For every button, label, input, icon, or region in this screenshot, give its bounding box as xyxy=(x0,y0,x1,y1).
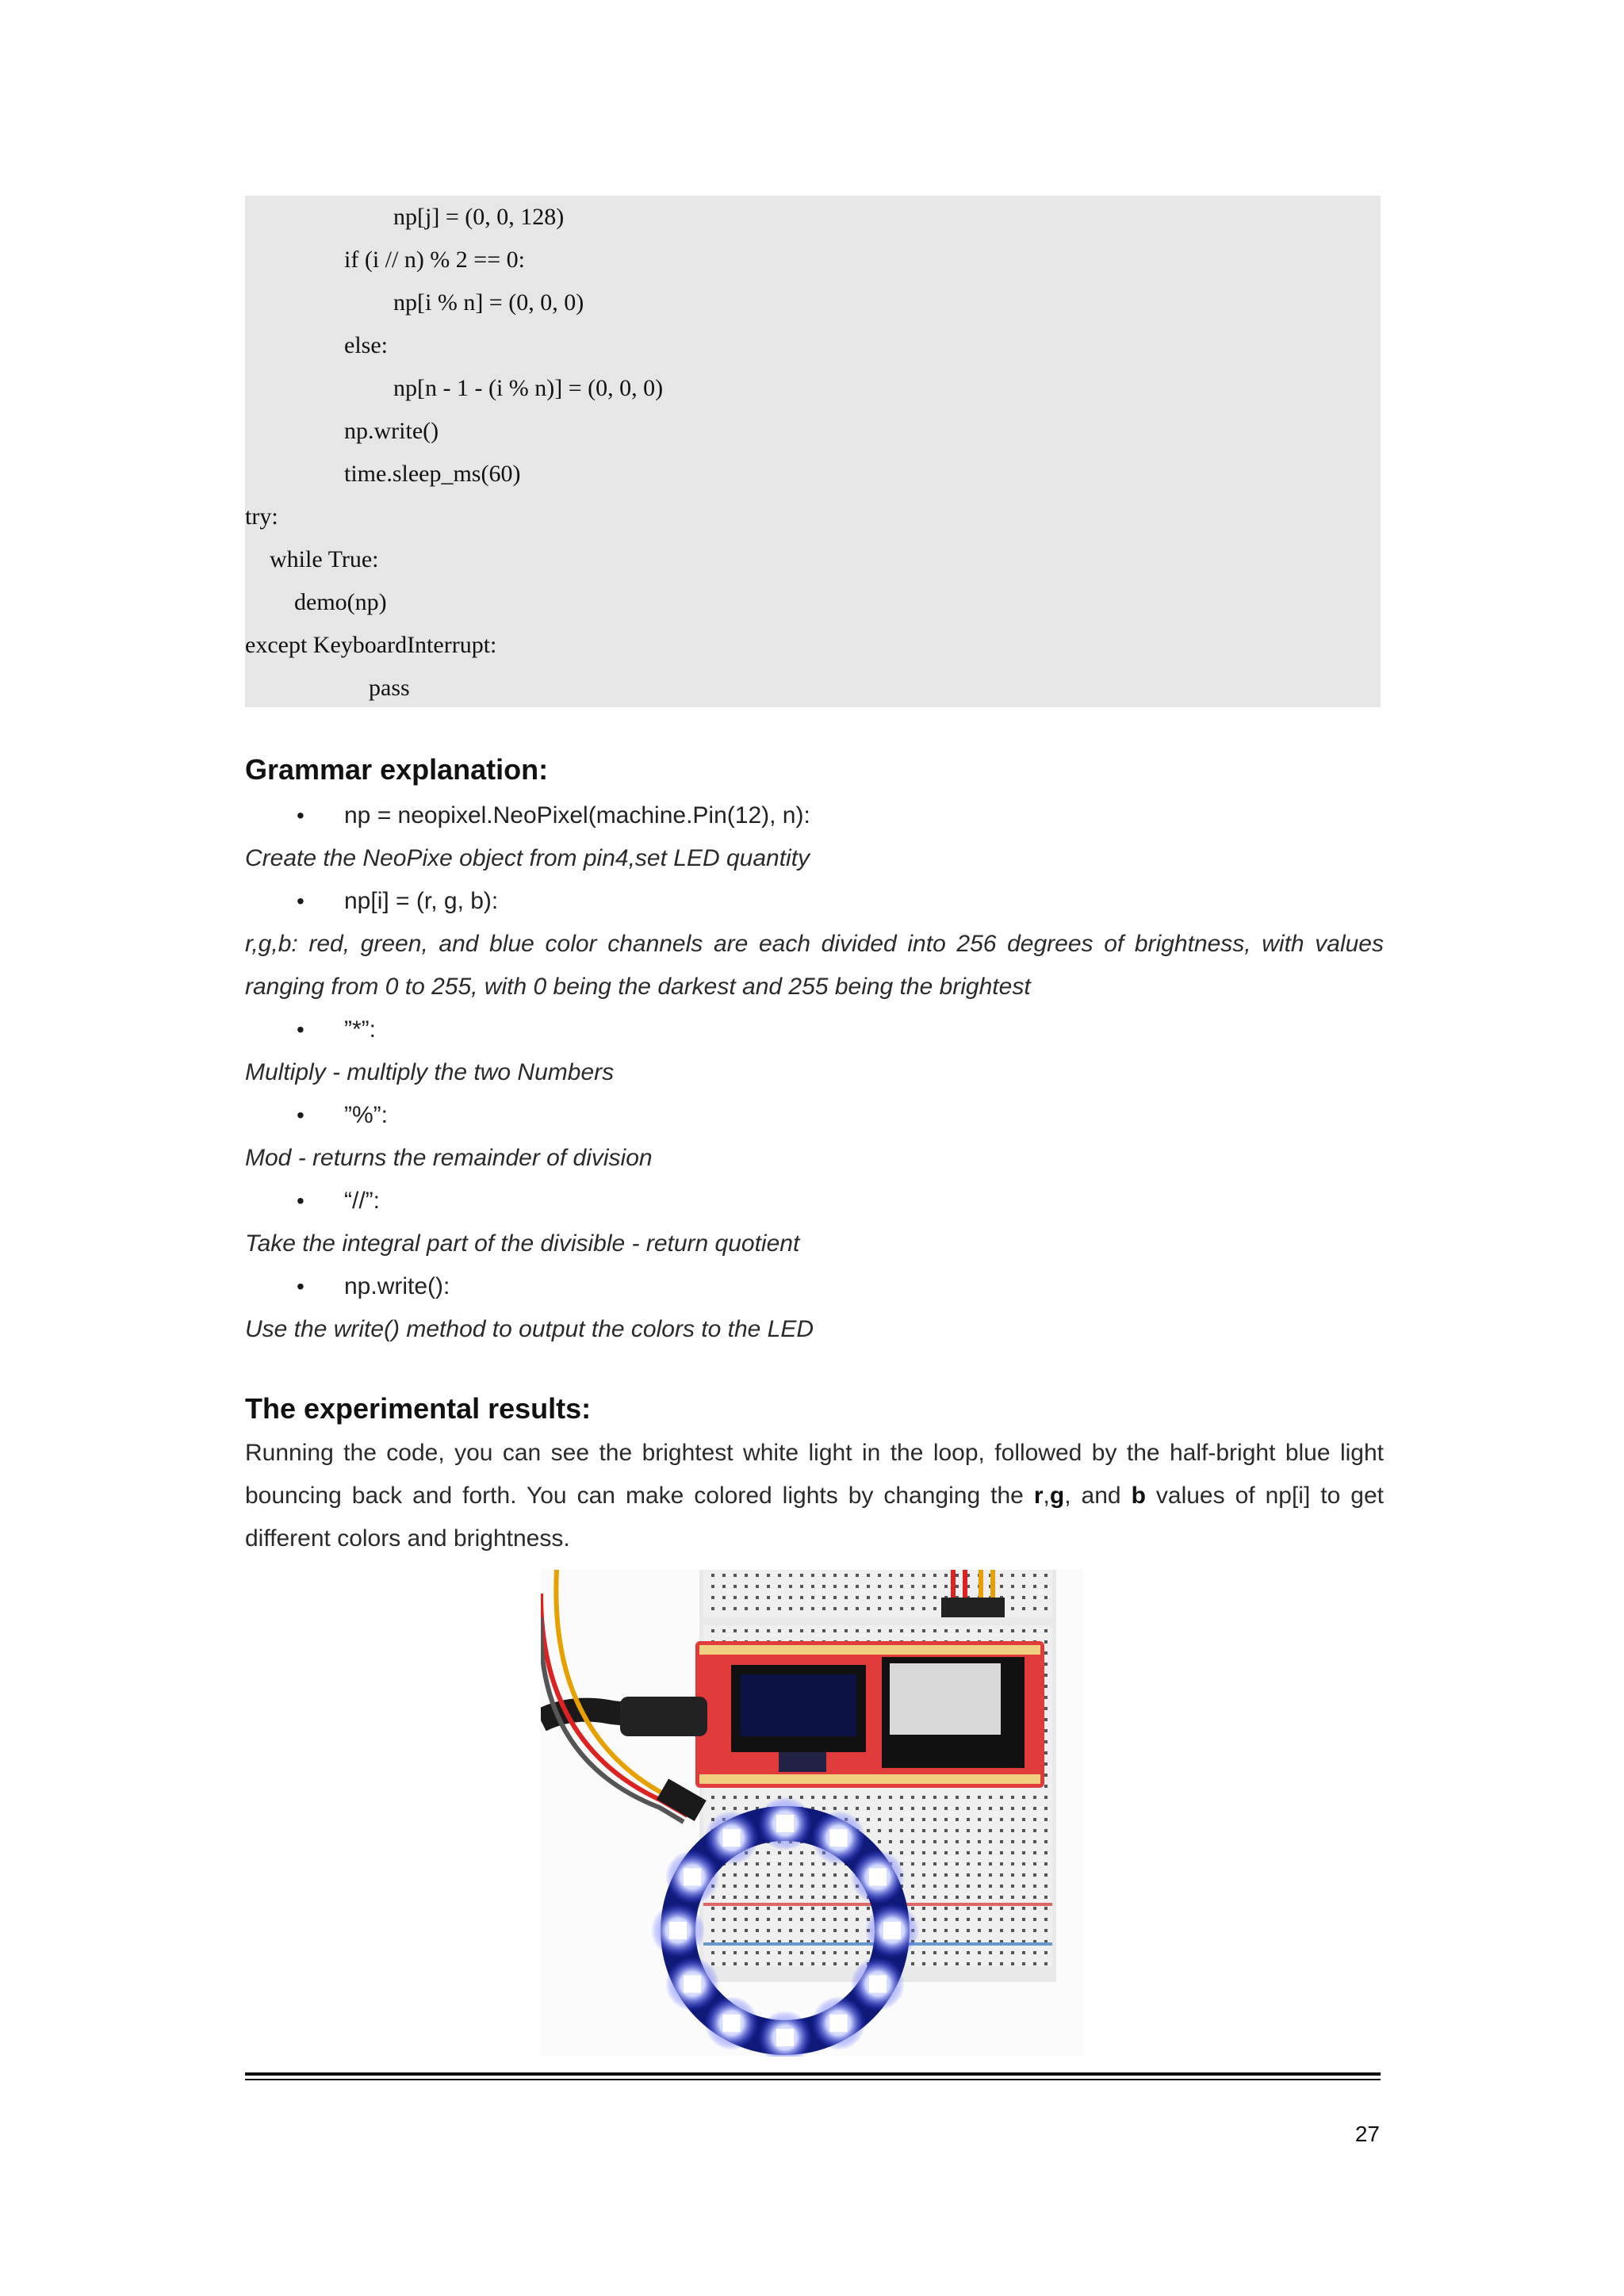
led xyxy=(869,1869,887,1886)
code-line: np.write() xyxy=(344,418,439,444)
code-line: demo(np) xyxy=(294,589,387,615)
results-text: Running the code, you can see the brightest white light in the loop, followed by the half-bright blue light bouncing back and forth. You can make colored lights by changing the xyxy=(245,1440,1384,1509)
grammar-heading: Grammar explanation: xyxy=(245,753,549,786)
led xyxy=(723,2015,741,2032)
list-item xyxy=(245,794,1384,837)
results-r: r xyxy=(1033,1483,1044,1509)
grammar-description: Take the integral part of the divisible - return quotient xyxy=(245,1230,800,1257)
grammar-description: Create the NeoPixe object from pin4,set LED quantity xyxy=(245,845,810,871)
led xyxy=(869,1976,887,1993)
led xyxy=(684,1976,701,1993)
code-line: np[i % n] = (0, 0, 0) xyxy=(393,289,584,316)
code-line: time.sleep_ms(60) xyxy=(344,461,521,487)
grammar-term: ”*”: xyxy=(344,1016,376,1043)
bullet-icon: • xyxy=(297,1017,304,1042)
led xyxy=(776,2029,794,2046)
bullet-icon: • xyxy=(297,803,304,828)
code-line: np[n - 1 - (i % n)] = (0, 0, 0) xyxy=(393,375,664,401)
led xyxy=(776,1815,794,1832)
code-line: pass xyxy=(369,675,410,701)
results-g: g xyxy=(1049,1483,1065,1509)
code-line: try: xyxy=(245,503,278,530)
results-text: values of np[i] to get different colors and brightness. xyxy=(245,1483,1385,1552)
list-item xyxy=(245,1265,1384,1308)
grammar-description: Use the write() method to output the colors to the LED xyxy=(245,1316,814,1342)
led xyxy=(684,1869,701,1886)
code-line: if (i // n) % 2 == 0: xyxy=(344,247,525,273)
grammar-term: np = neopixel.NeoPixel(machine.Pin(12), n): xyxy=(344,802,810,828)
grammar-description: Mod - returns the remainder of division xyxy=(245,1145,653,1171)
code-line: while True: xyxy=(270,546,379,572)
code-line: np[j] = (0, 0, 128) xyxy=(393,204,565,230)
led xyxy=(830,1829,848,1846)
results-heading: The experimental results: xyxy=(245,1392,592,1425)
grammar-description: Multiply - multiply the two Numbers xyxy=(245,1059,615,1085)
results-paragraph xyxy=(245,1432,1384,1560)
breadboard-led-ring-illustration xyxy=(541,1570,1083,2057)
led xyxy=(723,1829,741,1846)
list-item xyxy=(245,1094,1384,1137)
grammar-term: np.write(): xyxy=(344,1273,450,1299)
results-comma: , xyxy=(1043,1483,1050,1509)
footer-rule xyxy=(245,2072,1381,2076)
code-line: else: xyxy=(344,332,388,358)
led xyxy=(883,1922,901,1939)
grammar-term: ”%”: xyxy=(344,1102,388,1128)
results-b: b xyxy=(1131,1483,1146,1509)
bullet-icon: • xyxy=(297,1103,304,1127)
experiment-photo xyxy=(541,1570,1083,2057)
page-number: 27 xyxy=(1354,2122,1380,2146)
code-line: except KeyboardInterrupt: xyxy=(245,632,497,658)
grammar-term: np[i] = (r, g, b): xyxy=(344,888,499,914)
led xyxy=(830,2015,848,2032)
bullet-icon: • xyxy=(297,1274,304,1299)
list-item xyxy=(245,1008,1384,1051)
grammar-description: r,g,b: red, green, and blue color channels are each divided into 256 degrees of brightness, with values ranging from 0 to 255, with 0 being the darkest and 255 being the brightest xyxy=(245,931,1384,1000)
code-block xyxy=(245,196,1381,707)
grammar-term: “//”: xyxy=(344,1188,380,1214)
results-text: , and xyxy=(1064,1483,1132,1509)
bullet-icon: • xyxy=(297,1188,304,1213)
list-item xyxy=(245,1180,1384,1223)
led xyxy=(669,1922,687,1939)
footer-rule xyxy=(245,2079,1381,2080)
bullet-icon: • xyxy=(297,889,304,913)
list-item xyxy=(245,880,1384,923)
